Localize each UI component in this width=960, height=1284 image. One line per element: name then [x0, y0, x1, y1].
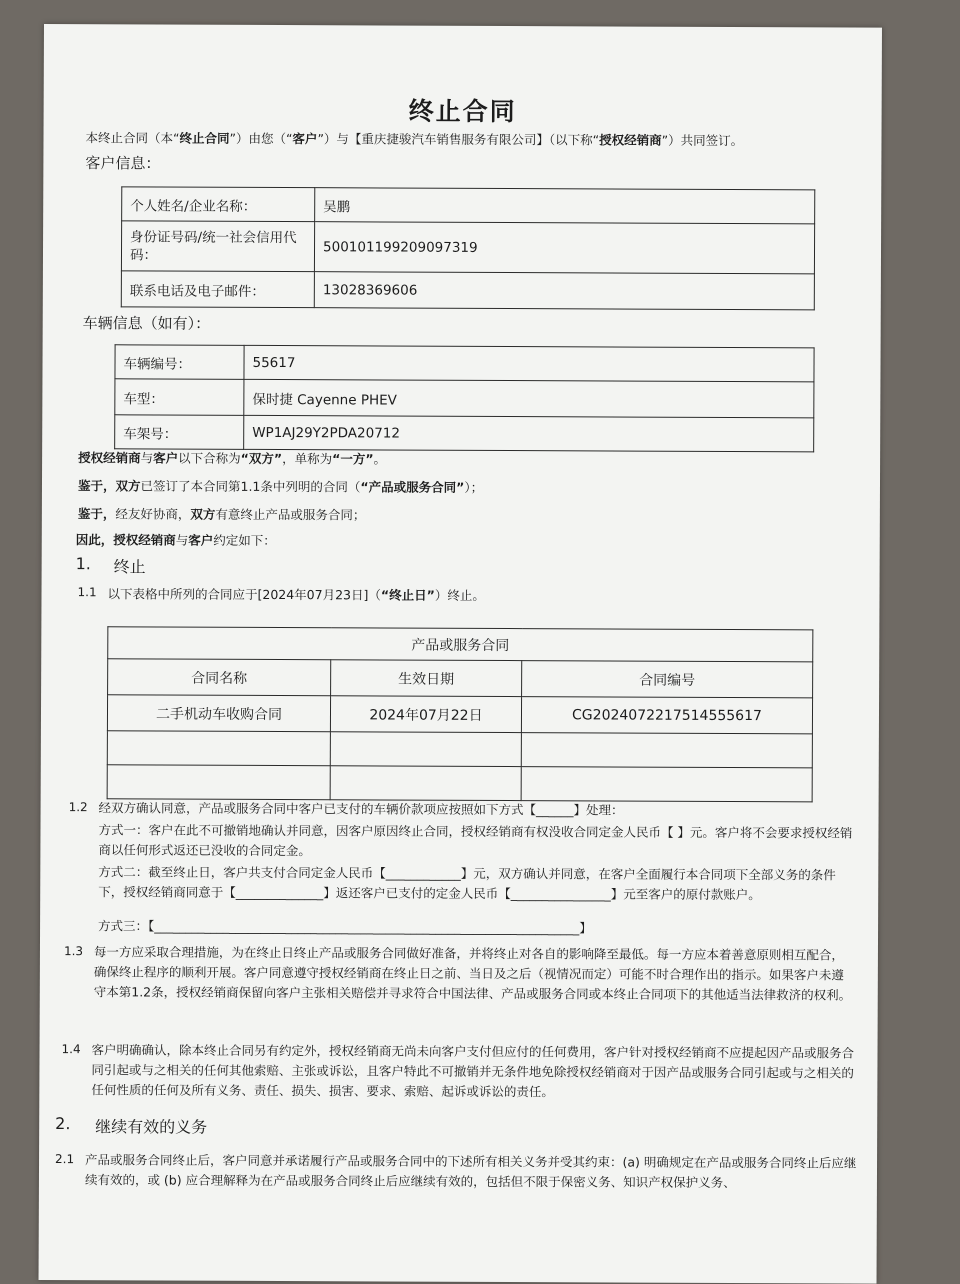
bold-term: “双方”: [240, 450, 283, 467]
table-row: [107, 765, 812, 802]
text: 已签订了本合同第1.1条中列明的合同（: [140, 478, 361, 495]
table-row: [121, 221, 814, 274]
text: 以下合称为: [178, 450, 241, 466]
table-row: [107, 695, 812, 734]
customer-label: 身份证号码/统一社会信用代码：: [121, 221, 314, 272]
table-row: [115, 345, 814, 382]
customer-value: 吴鹏: [315, 188, 815, 224]
whereas-clause-2: [78, 504, 366, 525]
text: 约定如下：: [213, 532, 276, 549]
clause-1-4-number: 1.4: [61, 1042, 81, 1057]
text: ）；: [464, 479, 484, 495]
customer-label: 联系电话及电子邮件：: [121, 271, 314, 308]
section-2-title: 继续有效的义务: [95, 1117, 208, 1137]
customer-label: 个人姓名/企业名称：: [122, 187, 315, 222]
intro-bold-term: 授权经销商: [599, 132, 662, 148]
table-cell: 二手机动车收购合同: [107, 695, 330, 732]
clause-1-2-option-3: 方式三：【____________________________________________________________________】: [98, 918, 592, 936]
vehicle-value: 保时捷 Cayenne PHEV: [244, 379, 814, 417]
intro-text: 本终止合同（本“: [85, 130, 180, 146]
bold-term: “一方”: [332, 451, 374, 467]
vehicle-info-table: [114, 344, 814, 452]
clause-1-3-number: 1.3: [63, 944, 84, 959]
table-cell: [330, 766, 521, 801]
clause-1-2-option-1: 方式一：客户在此不可撤销地确认并同意，因客户原因终止合同，授权经销商有权没收合同定金人民币【 】元。客户将不会要求授权经销商以任何形式返还已没收的合同定金。: [98, 822, 853, 859]
table-cell: CG2024072217514555617: [521, 697, 812, 734]
customer-value: 13028369606: [314, 272, 814, 310]
column-header: 生效日期: [331, 660, 522, 697]
vehicle-info-heading: 车辆信息（如有）：: [82, 314, 211, 333]
contracts-table: [107, 626, 814, 802]
text: 与: [175, 532, 189, 548]
bold-term: 客户: [188, 532, 214, 548]
vehicle-label: 车辆编号：: [115, 345, 244, 380]
section-1-number: 1.: [75, 554, 91, 574]
table-header-row: [108, 627, 813, 662]
clause-1-2-intro: 经双方确认同意，产品或服务合同中客户已支付的车辆价款项应按照如下方式【______】处理：: [98, 800, 624, 818]
table-row: [122, 187, 815, 224]
table-column-header-row: [108, 659, 813, 698]
clause-1-1-text: [107, 584, 484, 606]
clause-1-2-option-2: 方式二：截至终止日，客户共支付合同定金人民币【____________】元，双方确认并同意，在客户全面履行本合同项下全部义务的条件下，授权经销商同意于【______________】返还客户已支付的定金人民币【________________】元至客户的原付款账户。: [98, 864, 836, 903]
vehicle-value: 55617: [244, 345, 814, 381]
table-cell: 2024年07月22日: [330, 696, 521, 733]
bold-term: 双方: [115, 478, 141, 494]
text: ，单称为: [282, 451, 333, 467]
vehicle-label: 车型：: [115, 379, 244, 416]
intro-text: ”）共同签订。: [661, 132, 744, 149]
contracts-table-header: 产品或服务合同: [108, 627, 813, 662]
bold-term: “产品或服务合同”: [360, 479, 465, 495]
bold-term: 客户: [153, 450, 179, 466]
customer-info-heading: 客户信息：: [85, 154, 161, 173]
whereas-clause-1: [78, 476, 483, 498]
intro-bold-term: 客户: [292, 131, 318, 147]
table-row: [115, 415, 814, 452]
column-header: 合同名称: [108, 659, 331, 696]
therefore-clause: [76, 530, 276, 551]
text: ）终止。: [434, 587, 485, 603]
table-cell: [330, 732, 521, 767]
document-title: 终止合同: [408, 96, 517, 127]
bold-term: 授权经销商: [78, 450, 141, 466]
clause-1-1-number: 1.1: [77, 585, 97, 600]
intro-text: ”）与【重庆捷骏汽车销售服务有限公司】（以下称“: [317, 131, 600, 148]
text: 。: [373, 451, 387, 467]
table-row: [121, 271, 814, 310]
table-row: [115, 379, 814, 418]
bold-term: 鉴于，: [77, 506, 116, 522]
text: 经友好协商，: [115, 506, 191, 522]
table-cell: [521, 733, 812, 768]
intro-bold-term: 终止合同: [179, 130, 230, 146]
bold-term: “终止日”: [380, 587, 435, 603]
customer-value: 500101199209097319: [314, 222, 814, 274]
contract-page: [39, 24, 882, 1284]
text: 与: [140, 450, 154, 466]
table-cell: [107, 765, 330, 800]
vehicle-value: WP1AJ29Y2PDA20712: [244, 415, 814, 451]
vehicle-label: 车架号：: [115, 415, 244, 450]
intro-paragraph: [85, 128, 743, 151]
intro-text: ”）由您（“: [229, 130, 293, 147]
text: 有意终止产品或服务合同；: [215, 506, 366, 523]
clause-1-4-text: 客户明确确认，除本终止合同另有约定外，授权经销商无尚未向客户支付但应付的任何费用，客户针对授权经销商不应提起因产品或服务合同引起或与之相关的任何其他索赔、主张或诉讼，且客户特此不可撤销并无条件地免除授权经销商对于因产品或服务合同引起或与之相关的任何性质的任何及所有义务、责任、损失、损害、要求、索赔、起诉或诉讼的责任。: [91, 1042, 855, 1100]
section-1-title: 终止: [113, 557, 146, 577]
section-2-number: 2.: [55, 1114, 71, 1134]
bold-term: 鉴于，: [77, 478, 116, 494]
bold-term: 双方: [190, 506, 216, 522]
bold-term: 因此，授权经销商: [75, 532, 176, 548]
customer-info-table: [121, 186, 816, 310]
clause-2-1-number: 2.1: [55, 1152, 75, 1167]
table-row: [107, 731, 812, 768]
clause-1-2-number: 1.2: [68, 800, 88, 815]
table-cell: [521, 767, 812, 802]
parties-definition: [78, 448, 386, 469]
column-header: 合同编号: [522, 661, 813, 698]
clause-2-1-text: 产品或服务合同终止后，客户同意并承诺履行产品或服务合同中的下述所有相关义务并受其约束：(a) 明确规定在产品或服务合同终止后应继续有效的，或 (b) 应合理解释为在产品或服务合同终止后应继续有效的，包括但不限于保密义务、知识产权保护义务、: [84, 1152, 857, 1191]
table-cell: [107, 731, 330, 766]
clause-1-3-text: 每一方应采取合理措施，为在终止日终止产品或服务合同做好准备，并将终止对各自的影响降至最低。每一方应本着善意原则相互配合，确保终止程序的顺利开展。客户同意遵守授权经销商在终止日之前、当日及之后（视情况而定）可能不时合理作出的指示。如果客户未遵守本第1.2条，授权经销商保留向客户主张相关赔偿并寻求符合中国法律、产品或服务合同或本终止合同项下的其他适当法律救济的权利。: [93, 944, 852, 1003]
text: 以下表格中所列的合同应于[2024年07月23日]（: [107, 586, 381, 603]
